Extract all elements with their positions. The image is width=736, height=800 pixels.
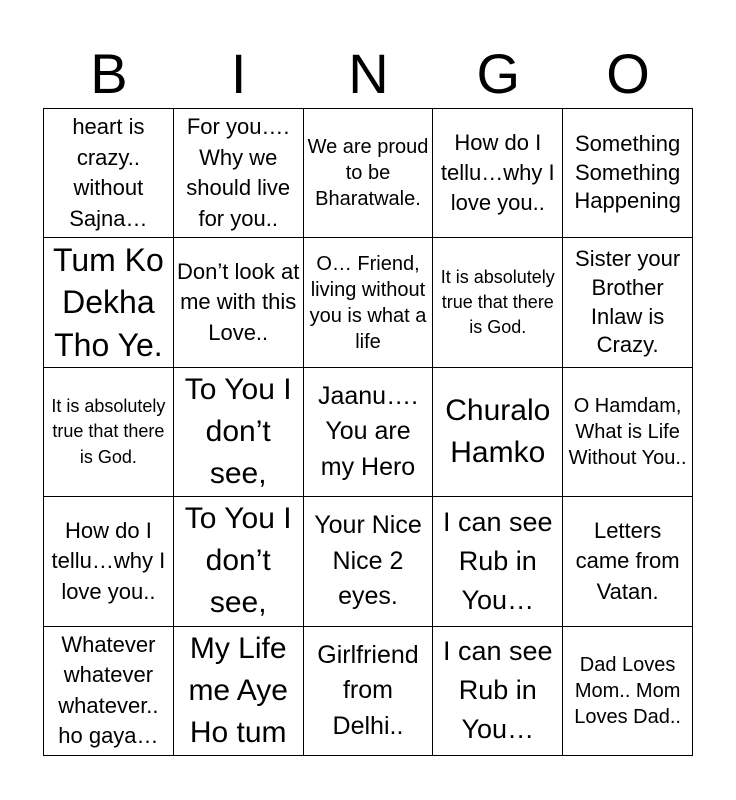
bingo-cell[interactable]: To You I don’t see, [174,497,304,626]
bingo-cell[interactable]: Jaanu…. You are my Hero [304,368,434,497]
header-letter-i: I [230,42,247,105]
bingo-cell[interactable]: Sister your Brother Inlaw is Crazy. [563,238,693,367]
bingo-cell[interactable]: Dad Loves Mom.. Mom Loves Dad.. [563,627,693,756]
bingo-cell[interactable]: I can see Rub in You… [433,497,563,626]
bingo-cell[interactable]: My Life me Aye Ho tum [174,627,304,756]
bingo-cell[interactable]: Whatever whatever whatever.. ho gaya… [44,627,174,756]
header-letter-b: B [90,42,128,105]
bingo-cell[interactable]: To You I don’t see, [174,368,304,497]
bingo-cell[interactable]: Don’t look at me with this Love.. [174,238,304,367]
bingo-cell[interactable]: Your Nice Nice 2 eyes. [304,497,434,626]
bingo-cell[interactable]: O… Friend, living without you is what a life [304,238,434,367]
bingo-cell[interactable]: How do I tellu…why I love you.. [433,109,563,238]
bingo-cell[interactable]: Letters came from Vatan. [563,497,693,626]
bingo-cell[interactable]: Something Something Happening [563,109,693,238]
bingo-cell[interactable]: It is absolutely true that there is God. [433,238,563,367]
header-letter-n: N [348,42,389,105]
bingo-cell[interactable]: Churalo Hamko [433,368,563,497]
bingo-card-grid [43,108,693,756]
bingo-cell[interactable]: O Hamdam, What is Life Without You.. [563,368,693,497]
bingo-header [44,40,693,108]
bingo-cell[interactable]: It is absolutely true that there is God. [44,368,174,497]
header-letter-g: G [476,42,521,105]
bingo-cell[interactable]: How do I tellu…why I love you.. [44,497,174,626]
header-letter-o: O [606,42,650,105]
bingo-cell[interactable]: Tum Ko Dekha Tho Ye. [44,238,174,367]
bingo-cell[interactable]: I can see Rub in You… [433,627,563,756]
bingo-cell[interactable]: Girlfriend from Delhi.. [304,627,434,756]
bingo-cell[interactable]: heart is crazy.. without Sajna… [44,109,174,238]
bingo-cell[interactable]: For you…. Why we should live for you.. [174,109,304,238]
bingo-cell[interactable]: We are proud to be Bharatwale. [304,109,434,238]
